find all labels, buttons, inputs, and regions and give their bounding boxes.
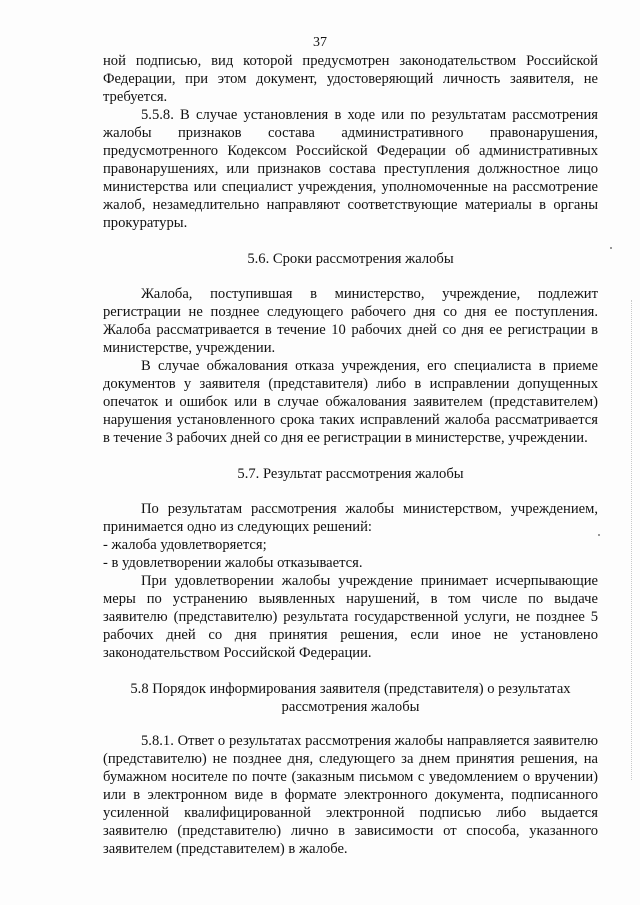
section-heading-5-8-line1: 5.8 Порядок информирования заявителя (представителя) о результатах — [130, 681, 571, 697]
scan-speck — [610, 247, 612, 249]
decision-option: - жалоба удовлетворяется; — [103, 537, 267, 553]
paragraph-continuation: ной подписью, вид которой предусмотрен законодательством Российской Федерации, при этом документ, удостоверяющий личность заявителя, не требуется. — [103, 53, 598, 105]
paragraph-5-6-registration: Жалоба, поступившая в министерство, учреждение, подлежит регистрации не позднее следующего рабочего дня со дня ее поступления. Жалоба рассматривается в течение 10 рабочих дней со дня ее регистрации в министерстве, учреждении. — [103, 286, 598, 356]
section-heading-5-8 — [103, 680, 598, 716]
decision-option: - в удовлетворении жалобы отказывается. — [103, 555, 363, 571]
document-body — [103, 52, 598, 858]
scan-speck — [598, 534, 600, 536]
paragraph-5-7-measures: При удовлетворении жалобы учреждение принимает исчерпывающие меры по устранению выявленных нарушений, в том числе по выдаче заявителю (представителю) результата государственной услуги, не позднее 5 рабочих дней со дня принятия решения, если иное не установлено законодательством Российской Федерации. — [103, 573, 598, 661]
paragraph-5-5-8: 5.5.8. В случае установления в ходе или по результатам рассмотрения жалобы признаков состава административного правонарушения, предусмотренного Кодексом Российской Федерации об административных правонарушениях, или признаков состава преступления должностное лицо министерства или специалист учреждения, уполномоченные на рассмотрение жалоб, незамедлительно направляют соответствующие материалы в органы прокуратуры. — [103, 107, 598, 231]
page-number: 37 — [313, 35, 327, 50]
section-heading-5-6: 5.6. Сроки рассмотрения жалобы — [247, 251, 454, 267]
section-heading-5-7: 5.7. Результат рассмотрения жалобы — [237, 466, 464, 482]
paragraph-5-7-intro: По результатам рассмотрения жалобы министерством, учреждением, принимается одно из следующих решений: — [103, 501, 598, 535]
paragraph-5-8-1: 5.8.1. Ответ о результатах рассмотрения жалобы направляется заявителю (представителю) не позднее дня, следующего за днем принятия решения, на бумажном носителе по почте (заказным письмом с уведомлением о вручении) или в электронном виде в формате электронного документа, подписанного усиленной квалифицированной электронной подписью либо выдается заявителю (представителю) лично в зависимости от способа, указанного заявителем (представителем) в жалобе. — [103, 733, 598, 857]
scan-margin-marks — [628, 300, 632, 780]
section-heading-5-8-line2: рассмотрения жалобы — [281, 699, 420, 715]
paragraph-5-6-refusal: В случае обжалования отказа учреждения, его специалиста в приеме документов у заявителя (представителя) либо в исправлении допущенных опечаток и ошибок или в случае обжалования заявителем (представителем) нарушения установленного срока таких исправлений жалоба рассматривается в течение 3 рабочих дней со дня ее регистрации в министерстве, учреждении. — [103, 358, 598, 446]
